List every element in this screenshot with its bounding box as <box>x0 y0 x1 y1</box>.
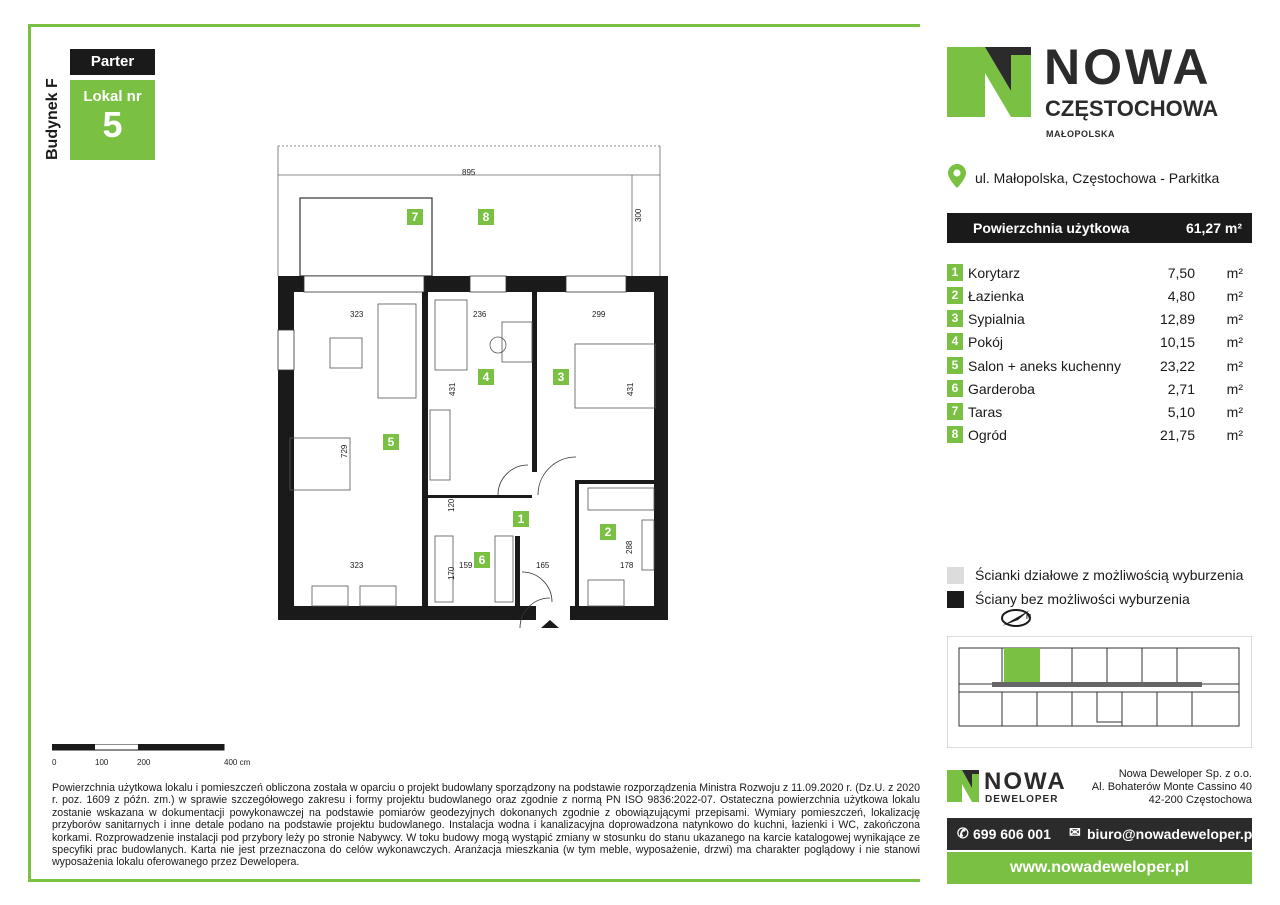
room-row <box>947 308 1247 330</box>
dim-288: 288 <box>625 540 634 554</box>
dim-236: 236 <box>473 310 487 319</box>
phone-link[interactable]: 699 606 001 <box>973 826 1051 842</box>
building-label: Budynek F <box>44 78 61 160</box>
developer-logo-icon <box>947 770 979 802</box>
lokal-label: Lokal nr <box>83 88 142 105</box>
dim-323-bottom: 323 <box>350 561 364 570</box>
frame-top-line <box>28 24 920 27</box>
legend-swatch-light <box>947 567 964 584</box>
plan-room-1: 1 <box>513 511 529 527</box>
plan-room-7: 7 <box>407 209 423 225</box>
room-row-name: Garderoba <box>968 381 1035 397</box>
room-row-unit: m² <box>1226 381 1243 397</box>
plan-room-5: 5 <box>383 434 399 450</box>
frame-bottom-line <box>28 879 920 882</box>
website-link[interactable]: www.nowadeweloper.pl <box>947 852 1252 884</box>
garden-outline <box>278 146 660 276</box>
dim-178: 178 <box>620 561 634 570</box>
room-row-unit: m² <box>1226 311 1243 327</box>
address-text: ul. Małopolska, Częstochowa - Parkitka <box>975 170 1220 186</box>
dim-431-a: 431 <box>448 382 457 396</box>
room-row-area: 12,89 <box>1159 311 1195 327</box>
room-row-area: 23,22 <box>1159 358 1195 374</box>
developer-logo-line1: NOWA <box>984 768 1067 795</box>
room-row-area: 4,80 <box>1167 288 1195 304</box>
room-row-num: 7 <box>947 403 963 420</box>
scale-200: 200 <box>137 758 151 767</box>
room-row-name: Korytarz <box>968 265 1021 281</box>
room-row-num: 1 <box>947 264 963 281</box>
phone-icon: ✆ <box>957 825 969 841</box>
lokal-tag <box>70 80 155 160</box>
exterior-walls <box>278 276 668 620</box>
room-row-unit: m² <box>1226 288 1243 304</box>
email-link[interactable]: biuro@nowadeweloper.pl <box>1087 826 1257 842</box>
location-pin-icon <box>948 164 966 188</box>
scale-400: 400 cm <box>224 758 251 767</box>
room-row <box>947 355 1247 377</box>
interior-walls <box>422 292 655 606</box>
room-row-area: 7,50 <box>1167 265 1195 281</box>
room-row-name: Pokój <box>968 334 1004 350</box>
plan-room-8: 8 <box>478 209 494 225</box>
entrance-marker <box>541 620 559 628</box>
room-row-num: 6 <box>947 380 963 397</box>
dim-300: 300 <box>634 208 643 222</box>
scale-0: 0 <box>52 758 57 767</box>
room-row <box>947 378 1247 400</box>
dim-120: 120 <box>447 498 456 512</box>
developer-street: Al. Bohaterów Monte Cassino 40 <box>1091 781 1252 793</box>
plan-room-3: 3 <box>553 369 569 385</box>
plan-room-6: 6 <box>474 552 490 568</box>
room-row-num: 2 <box>947 287 963 304</box>
frame-left-line <box>28 24 31 882</box>
developer-logo-line2: DEWELOPER <box>985 794 1059 805</box>
key-plan <box>947 636 1252 748</box>
room-row-num: 5 <box>947 357 963 374</box>
room-row <box>947 424 1247 446</box>
dim-729: 729 <box>340 444 349 458</box>
contact-bar <box>947 818 1257 850</box>
scale-100: 100 <box>95 758 109 767</box>
brand-name-line3: MAŁOPOLSKA <box>1046 129 1115 139</box>
room-row-unit: m² <box>1226 404 1243 420</box>
room-row-unit: m² <box>1226 265 1243 281</box>
summary-label: Powierzchnia użytkowa <box>973 220 1130 236</box>
plan-room-2: 2 <box>600 524 616 540</box>
brand-logo-icon <box>947 47 1031 117</box>
dim-323-top: 323 <box>350 310 364 319</box>
brand-name-line1: NOWA <box>1044 39 1212 95</box>
room-row-area: 10,15 <box>1159 334 1195 350</box>
disclaimer-text: Powierzchnia użytkowa lokalu i pomieszczeń obliczona została w oparciu o projekt budowlany sporządzony na podstawie rozporządzenia Ministra Rozwoju z 11.09.2020 r. (Dz.U. z 2020 r. poz. 1609 z późn. zm.) w sprawie szczegółowego zakresu i formy projektu budowlanego oraz zgodnie z normą PN ISO 9836:2022-07. Ostateczna powierzchnia użytkowa lokalu zostanie wskazana w dokumentacji powykonawczej na podstawie pomiarów geodezyjnych dokonanych zgodnie z obowiązującymi przepisami. Wymiary pomieszczeń, lokalizację przyborów sanitarnych i inne detale podano na podstawie projektu budowlanego. Instalacja wodna i kanalizacyjna doprowadzona natynkowo do kuchni, łazienki i WC, zakończona korkami. Rozprowadzenie instalacji pod przybory leży po stronie Nabywcy. W toku budowy mogą wystąpić zmiany w stosunku do stanu ukazanego na karcie katalogowej wynikające ze specyfiki prac budowlanych. Karta nie jest przeznaczona do celów wykonawczych. Aranżacja mieszkania (w tym meble, wyposażenie, drzwi) ma charakter poglądowy i nie stanowi wyposażenia lokalu oferowanego przez Dewelopera. <box>52 782 920 869</box>
room-row-name: Salon + aneks kuchenny <box>968 358 1121 374</box>
lokal-number: 5 <box>102 104 123 145</box>
room-row-name: Łazienka <box>968 288 1025 304</box>
room-row <box>947 285 1247 307</box>
plan-room-4: 4 <box>478 369 494 385</box>
brand-name-line2: CZĘSTOCHOWA <box>1045 96 1219 121</box>
room-row-num: 4 <box>947 333 963 350</box>
compass-label: N <box>1026 614 1032 621</box>
floor-tag: Parter <box>70 49 155 75</box>
room-row-area: 21,75 <box>1159 427 1195 443</box>
room-row-name: Sypialnia <box>968 311 1025 327</box>
dim-431-b: 431 <box>626 382 635 396</box>
dim-165: 165 <box>536 561 550 570</box>
room-row-num: 3 <box>947 310 963 327</box>
dim-170: 170 <box>447 566 456 580</box>
room-row-area: 2,71 <box>1167 381 1195 397</box>
legend-text: Ścianki działowe z możliwością wyburzenia <box>975 567 1244 583</box>
room-row-unit: m² <box>1226 427 1243 443</box>
room-row-area: 5,10 <box>1167 404 1195 420</box>
room-row <box>947 331 1247 353</box>
room-row-name: Ogród <box>968 427 1007 443</box>
developer-city: 42-200 Częstochowa <box>1148 794 1252 806</box>
dim-895: 895 <box>462 168 476 177</box>
room-row <box>947 262 1247 284</box>
room-row-name: Taras <box>968 404 1003 420</box>
room-row <box>947 401 1247 423</box>
dim-159: 159 <box>459 561 473 570</box>
legend-swatch-dark <box>947 591 964 608</box>
room-row-num: 8 <box>947 426 963 443</box>
developer-company: Nowa Deweloper Sp. z o.o. <box>1118 768 1252 780</box>
room-row-unit: m² <box>1226 334 1243 350</box>
mail-icon: ✉ <box>1069 824 1081 840</box>
key-plan-highlight <box>1004 648 1040 684</box>
summary-bar <box>947 213 1252 243</box>
legend-text: Ściany bez możliwości wyburzenia <box>975 591 1190 607</box>
scale-bar <box>52 744 232 754</box>
room-row-unit: m² <box>1226 358 1243 374</box>
dim-299: 299 <box>592 310 606 319</box>
summary-value: 61,27 m² <box>1185 220 1242 236</box>
